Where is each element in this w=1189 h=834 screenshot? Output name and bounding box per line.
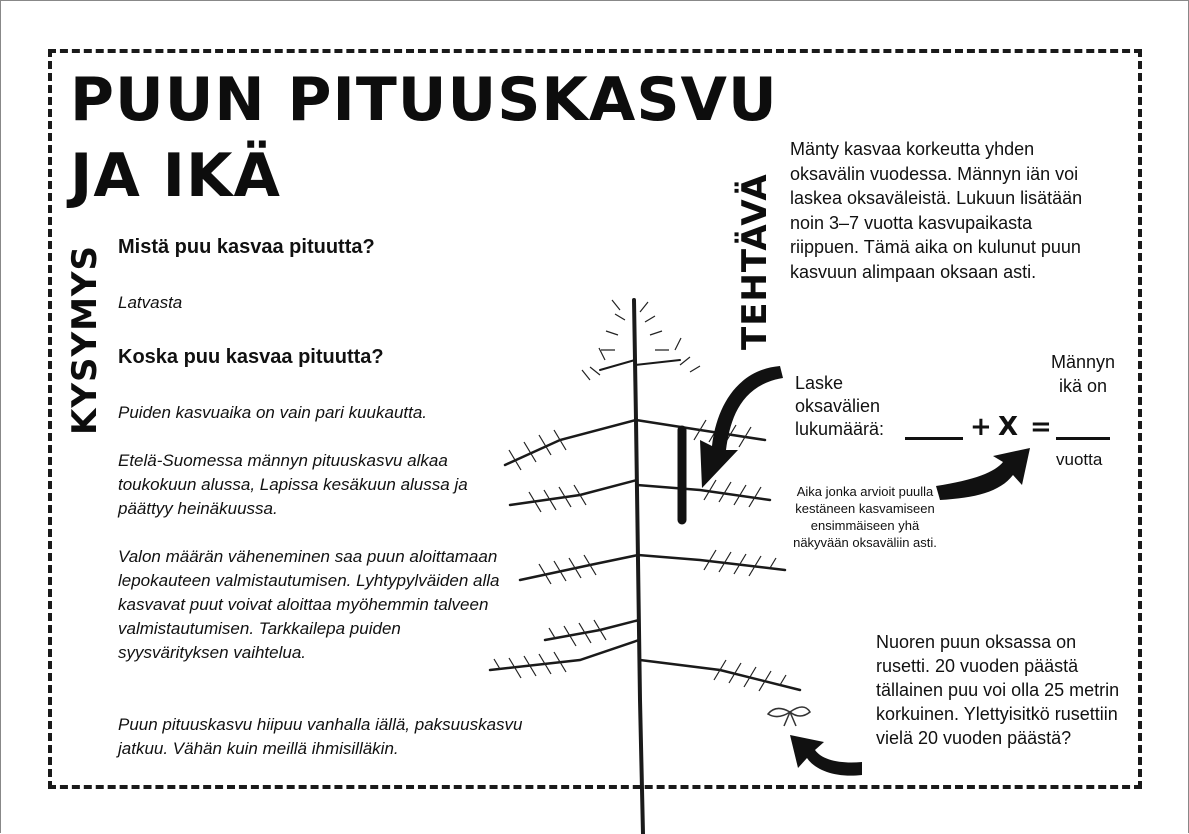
age-label: Männyn ikä on [1050, 352, 1116, 396]
title-line-1: PUUN PITUUSKASVU [70, 65, 778, 135]
arrow-to-marker-icon [700, 366, 783, 488]
age-blank[interactable] [1056, 437, 1110, 440]
answer-1: Latvasta [118, 293, 183, 312]
equals-sign: = [1030, 412, 1052, 442]
bow-icon [768, 707, 810, 726]
task-section-label: TEHTÄVÄ [735, 173, 775, 350]
answer-paragraph-4: Puun pituuskasvu hiipuu vanhalla iällä, paksuuskasvu jatkuu. Vähän kuin meillä ihmisilläkin. [118, 715, 523, 758]
plus-sign: + [970, 412, 992, 442]
estimate-note: Aika jonka arvioit puulla kestäneen kasvamiseen ensimmäiseen yhä näkyvään oksaväliin asti. [793, 484, 937, 550]
question-2: Koska puu kasvaa pituutta? [118, 346, 384, 368]
unit-label: vuotta [1056, 450, 1103, 469]
title-line-2: JA IKÄ [70, 141, 281, 211]
arrow-to-bow-icon [790, 735, 862, 776]
answer-paragraph-1: Puiden kasvuaika on vain pari kuukautta. [118, 403, 428, 422]
question-section-label: KYSYMYS [65, 244, 105, 435]
page-title [70, 62, 778, 214]
arrow-to-equation-icon [936, 448, 1030, 500]
task-text: Mänty kasvaa korkeutta yhden oksavälin vuodessa. Männyn iän voi laskea oksaväleistä. Lukuun lisätään noin 3–7 vuotta kasvupaikasta riippuen. Tämä aika on kulunut puun kasvuun alimpaan oksaan asti. [790, 139, 1083, 282]
count-label: Laske oksavälien lukumäärä: [795, 373, 885, 439]
answer-paragraph-2: Etelä-Suomessa männyn pituuskasvu alkaa toukokuun alussa, Lapissa kesäkuun alussa ja päättyy heinäkuussa. [118, 451, 468, 518]
answer-paragraph-3: Valon määrän väheneminen saa puun aloittamaan lepokauteen valmistautumisen. Lyhtypylväiden alla kasvavat puut voivat aloittaa myöhemmin talveen valmistautumisen. Tarkkailepa puiden syysvärityksen vaihtelua. [118, 547, 500, 662]
question-1: Mistä puu kasvaa pituutta? [118, 236, 375, 258]
x-symbol: X [998, 412, 1019, 442]
bow-text: Nuoren puun oksassa on rusetti. 20 vuoden päästä tällainen puu voi olla 25 metrin korkuinen. Ylettyisitkö rusettiin vielä 20 vuoden päästä? [876, 632, 1120, 748]
count-blank[interactable] [905, 437, 963, 440]
